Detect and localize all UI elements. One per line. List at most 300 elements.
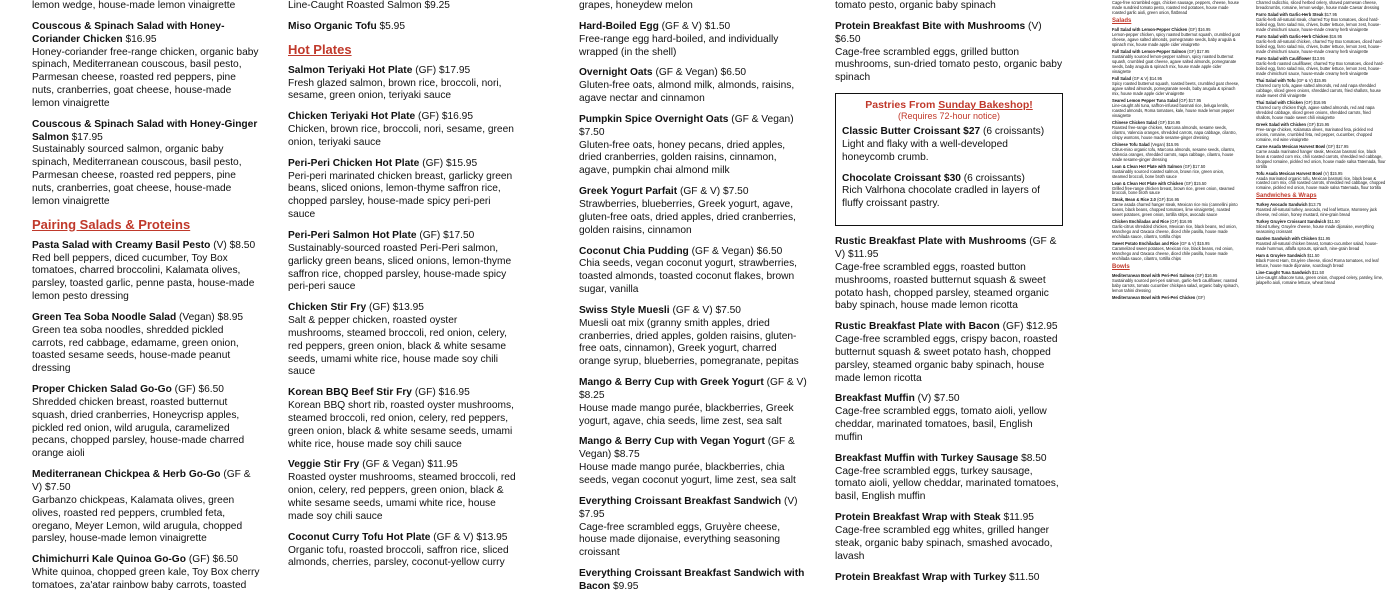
menu-item-price: $11.95 [1318,236,1331,242]
menu-item-price: $17.95 [1196,48,1210,54]
menu-item [1112,0,1240,15]
menu-item-price: $11.95 [427,459,458,471]
menu-item [579,186,807,237]
menu-item-name: Chicken Enchiladas and Rice [1112,219,1169,225]
menu-item [835,21,1063,85]
menu-item-price: $7.50 [723,186,749,198]
menu-item [1112,164,1240,179]
menu-item-price: $17.95 [1335,143,1349,149]
menu-item-description: Charred radicchio, sliced herbed celery, shaved parmesan cheese, breadcrumbs, romaine, lemon wedge, house made Caesar dressing [1256,0,1380,10]
menu-item-name: Garden Sandwich with Chicken [1256,236,1317,242]
menu-item-dietary-tags: (GF & V) [835,236,1057,260]
menu-item-name: Protein Breakfast Wrap with Turkey [835,571,1007,583]
menu-item-dietary-tags: (GF) [1187,48,1196,54]
menu-item-dietary-tags: (V) [1323,170,1329,176]
menu-item-dietary-tags: (GF & V) [672,304,713,316]
menu-item-header [835,453,1063,466]
menu-item [579,114,807,178]
pastry-item-quantity: (6 croissants) [983,126,1045,138]
menu-item-name: Turkey Gruyère Croissant Sandwich [1256,219,1327,225]
menu-item-description: Honey-coriander free-range chicken, organic baby spinach, Mediterranean couscous, basil pesto, Parmesan cheese, roasted red peppers, pine nuts, cranberries, goat cheese, house-made lemon vinaigrette [32,46,259,109]
menu-item-header [288,21,516,34]
pastry-item-description: Rich Valrhona chocolate cradled in layers of fluffy croissant pastry. [842,185,1041,210]
menu-item-name: Miso Organic Tofu [288,20,377,32]
menu-item [32,119,260,209]
continued-description: tomato pesto, organic baby spinach [835,0,996,11]
pastry-item-header [842,173,1056,186]
menu-item [288,230,516,294]
menu-item-header [288,302,516,315]
menu-item [1256,122,1386,142]
pastry-item [842,126,1056,165]
menu-item [32,21,260,111]
menu-item-header [579,377,807,403]
menu-item [1256,270,1386,285]
menu-item-name: Farro Salad with Cauliflower [1256,55,1312,61]
menu-item [579,246,807,297]
menu-item-price: $6.50 [198,384,224,396]
menu-item-name: Pumpkin Spice Overnight Oats [579,113,729,125]
menu-item [1112,197,1240,217]
menu-item-dietary-tags: (GF) [1157,197,1166,203]
pastry-item-header [842,126,1056,139]
menu-item-name: Proper Chicken Salad Go-Go [32,384,172,396]
menu-item [1256,171,1386,191]
menu-item-price: $13.75 [1308,202,1322,208]
menu-item [1112,98,1240,118]
menu-item-description: Cage-free scrambled eggs, chicken sausage, peppers, cheese, house made sundried tomato pesto, roasted red potatoes, house made roasted garlic aioli, green onion, flatbread [1112,0,1239,15]
menu-item [1256,202,1386,217]
menu-item-dietary-tags: (GF) [188,554,210,566]
menu-item-dietary-tags: (V) [917,393,932,405]
menu-item-price: $7.50 [45,482,71,493]
menu-item-description: Roasted all-natural chicken breast, tomato-cucumber salad, house-made hummus, alfalfa sprouts, spinach, nine-grain bread [1256,241,1378,252]
menu-item-price: $16.95 [441,111,473,123]
menu-item-dietary-tags: (GF & Vegan) [691,245,754,257]
menu-item-header [32,119,260,145]
menu-item-description: Gluten-free oats, honey pecans, dried apples, dried cranberries, golden raisins, cinnamon, agave, pumpkin chai almond milk [579,139,786,177]
menu-item [1112,27,1240,47]
menu-item [1112,219,1240,239]
menu-item-description: Sustainably sourced peri-peri salmon, garlic-herb cauliflower, roasted baby carrots, tomato cucumber chickpea salad, organic baby spinach, lemon tahini dressing [1112,278,1239,294]
menu-item-price: $17.50 [443,229,475,241]
menu-item-name: Pasta Salad with Creamy Basil Pesto [32,239,211,251]
menu-item-price: $16.95 [125,33,157,45]
menu-item-description: Cage-free scrambled eggs, Gruyère cheese, house made dijonaise, everything seasoning croissant [579,521,781,559]
menu-item-description: Line-caught ahi tuna, saffron-infused basmati rice, beluga lentils, roasted almonds, Roma tomatoes, kale, house made lemon pepper vinaigrette [1112,102,1235,118]
menu-item-header [32,21,260,47]
menu-item-description: Carne asada charred hanger steak, Mexican rice mix (cannellini pinto beans, black beans, chopped tomatoes, lime vinaigrette), roasted sweet potatoes, green onion, tortilla strips, avocado sauce [1112,202,1238,218]
menu-item-dietary-tags: (GF) [415,64,437,76]
menu-item-header [835,572,1063,585]
menu-item-name: Thai Salad with Tofu [1256,77,1296,83]
menu-item-price: $16.95 [438,387,470,399]
menu-item-price: $11.50 [1307,253,1320,259]
pastry-item-quantity: (6 croissants) [963,172,1025,184]
menu-item-name: Greek Salad with Chicken [1256,121,1307,127]
menu-item-dietary-tags: (GF) [1179,97,1188,103]
menu-item-price: $7.50 [579,126,605,138]
menu-item-price: $9.95 [612,580,639,592]
menu-item-price: $15.95 [1166,141,1179,147]
menu-item [32,240,260,304]
menu-item [32,554,260,593]
menu-item-description: White quinoa, chopped green kale, Toy Box cherry tomatoes, za'atar rainbow baby carrots, toasted [32,567,260,591]
menu-item-price: $15.95 [1313,77,1327,83]
menu-item [1112,120,1240,140]
menu-item-name: Breakfast Muffin [835,393,915,405]
menu-item-header [288,532,516,545]
menu-item-name: Veggie Stir Fry [288,459,360,471]
menu-item-description: Chicken, brown rice, broccoli, nori, sesame, green onion, teriyaki sauce [288,124,514,148]
menu-item-description: Charred curry tofu, agave salted almonds, red and napa shredded cabbage, sliced green onions, shredded carrots, fried shallots, house made sweet chili vinaigrette [1256,82,1381,98]
menu-item [1256,0,1386,10]
menu-item-name: Chicken Stir Fry [288,302,367,314]
menu-item-dietary-tags: (GF & Vegan) [655,67,718,79]
menu-item [835,393,1063,444]
menu-item-description: Cage-free scrambled eggs, roasted button mushrooms, roasted butternut squash & sweet potato hash, chopped parsley, steamed organic baby spinach, house made lemon ricotta [835,261,1049,312]
menu-item-price: $13.95 [392,302,424,314]
menu-item-price: $16.95 [1204,273,1218,279]
menu-item-name: Hard-Boiled Egg [579,20,659,32]
menu-item [288,111,516,150]
menu-item-header [32,240,260,253]
menu-item-dietary-tags: (GF) [1304,99,1313,105]
menu-item-description: Lemon-pepper chicken, spicy roasted butternut squash, crumbled goat cheese, agave salted almonds, pomegranate seeds, baby arugula & spinach mix, house made apple cider vinaigrette [1112,31,1240,47]
menu-item [1112,181,1240,196]
menu-item [288,0,516,13]
menu-item-description: Fresh glazed salmon, brown rice, broccoli, nori, sesame, green onion, teriyaki sauce [288,77,502,102]
menu-item-price: $16.95 [1198,26,1211,32]
menu-item-price: $13.95 [476,531,508,543]
menu-item-header [579,246,807,259]
menu-item-dietary-tags: (GF) [1188,26,1197,32]
menu-item [1256,219,1386,234]
menu-item-price: $6.50 [212,554,239,566]
menu-item-name: Everything Croissant Breakfast Sandwich with Bacon [579,568,805,592]
menu-item-price: $6.50 [756,245,783,257]
menu-item-dietary-tags: (GF & V) [1296,77,1313,83]
menu-item-header [835,21,1063,47]
menu-item-header [579,305,807,318]
menu-item-name: Steak, Bean & Rice 2.0 [1112,197,1156,203]
menu-item-name: Couscous & Spinach Salad with Honey-Ginger Salmon [32,118,258,143]
menu-item-price: $17.95 [1188,97,1202,103]
menu-item-name: Swiss Style Muesli [579,304,670,316]
menu-item [579,496,807,560]
menu-item-name: Lean & Clean Hot Plate with Salmon [1112,163,1183,169]
menu-item [835,453,1063,504]
menu-item-description: House made mango purée, blackberries, Greek yogurt, agave, chia seeds, lime zest, sea salt [579,402,794,427]
menu-item-dietary-tags: (GF) [1183,163,1192,169]
menu-item-description: Caramelized sweet potatoes, Mexican rice, black beans, red onion, Manchego and Oaxaca cheese, diced chile pasilla, house made enchilada sauce, cilantro, tortilla chips [1112,246,1234,262]
menu-item-header [1112,295,1240,300]
menu-item [288,65,516,104]
menu-item-name: Green Tea Soba Noodle Salad [32,311,177,323]
sunday-bakeshop-link[interactable]: Sunday Bakeshop! [938,99,1033,112]
menu-item [579,436,807,487]
continued-description: lemon wedge, house-made lemon vinaigrette [32,0,236,11]
menu-item-price: $13.95 [1312,55,1325,61]
menu-item-price: $16.95 [1329,33,1343,39]
menu-item-header [579,568,807,594]
menu-item-description: Roasted free-range chicken, Marcona almonds, sesame seeds, cilantro, Valencia oranges, shredded carrots, napa cabbage, cilantro, crispy wontons, house made sesame-ginger dressing [1112,124,1237,140]
menu-item-name: Mediterranean Bowl with Peri-Peri Salmon [1112,273,1195,279]
menu-item-price: $8.50 [1021,452,1047,464]
menu-item-price: $17.50 [1192,163,1206,169]
menu-item-dietary-tags: (V) [1028,20,1042,32]
menu-item-name: Chinese Tofu Salad [1112,141,1150,147]
menu-item-dietary-tags: (GF & V) [661,20,702,32]
menu-item [1256,78,1386,98]
menu-item-dietary-tags: (GF & V) [679,186,721,198]
menu-item [288,21,516,34]
menu-column-2 [288,0,516,569]
menu-item [1112,241,1240,261]
menu-item-header [579,67,807,80]
menu-item-name: Coconut Curry Tofu Hot Plate [288,531,431,543]
menu-item-dietary-tags: (GF & Vegan) [731,113,794,125]
menu-item-dietary-tags: (GF & Vegan) [579,436,795,461]
menu-item-description: Sustainably-sourced roasted Peri-Peri salmon, garlicky green beans, sliced onions, lemon-thyme saffron rice, chopped parsley, house-made spicy peri-peri sauce [288,242,512,293]
menu-item [579,67,807,106]
menu-item-price: $15.50 [1193,180,1207,186]
menu-item-header [32,469,260,495]
menu-item-name: Line-Caught Tuna Sandwich [1256,270,1311,276]
menu-item [835,321,1063,385]
menu-item-description: Garlic-herb all-natural chicken, charred Toy Box tomatoes, diced hard-boiled egg, farro salad mix, chives, butter lettuce, lemon zest, house-made chimichurri sauce, house-made creamy herb vinaigrette [1256,38,1383,54]
menu-item-dietary-tags: (GF) [1326,143,1335,149]
menu-item-description: House made mango purée, blackberries, chia seeds, vegan coconut yogurt, lime zest, sea salt [579,462,796,486]
menu-item-name: Turkey Avocado Sandwich [1256,202,1308,208]
section-heading: Pairing Salads & Proteins [32,216,191,232]
menu-item-header [288,459,516,472]
menu-item-dietary-tags: (GF & V) [766,377,807,389]
menu-item-price: $11.50 [1311,270,1325,276]
menu-item-description: Asada marinated organic tofu, Mexican basmati rice, black bean & roasted corn mix, chili roasted carrots, shredded red cabbage, chopped romaine, pickled red onion, house made salsa Tatemada, flour tortilla [1256,175,1386,191]
menu-item-name: Rustic Breakfast Plate with Mushrooms [835,236,1027,248]
menu-item [32,469,260,546]
menu-item-name: Fall Salad with Lemon-Pepper Salmon [1112,48,1187,54]
menu-item-dietary-tags: (GF) [414,387,436,399]
pastry-item-name: Classic Butter Croissant [842,126,961,138]
menu-item-description: Sustainably sourced salmon, organic baby spinach, Mediterranean couscous, basil pesto, Parmesan cheese, roasted red peppers, pine nuts, cranberries, goat cheese, house-made lemon vinaigrette [32,144,242,207]
menu-item-name: Salmon Teriyaki Hot Plate [288,64,413,76]
menu-item-price: $8.95 [217,311,244,323]
menu-item-dietary-tags: (GF) [419,229,441,241]
menu-item-price: $11.95 [848,248,879,260]
pastries-notice: (Requires 72-hour notice) [897,111,1001,122]
menu-item-dietary-tags: (GF & V) [32,469,251,493]
menu-item-description: Free-range egg hard-boiled, and individually wrapped (in the shell) [579,33,779,58]
menu-item-dietary-tags: (GF) [1170,219,1179,225]
menu-item-price: $12.95 [1026,321,1058,333]
menu-item-description: Roasted all-natural turkey, avocado, red leaf lettuce, Monterey jack cheese, red onion, honey mustard, nine-grain bread [1256,207,1377,218]
menu-item-price: $1.50 [704,20,731,32]
menu-item [1256,253,1386,268]
menu-item-header [32,384,260,397]
menu-item [1256,12,1386,32]
menu-item-name: Peri-Peri Chicken Hot Plate [288,157,420,169]
menu-item-dietary-tags: (Vegan) [179,311,215,323]
menu-column-3 [579,0,807,592]
menu-item-name: Mediterranean Bowl with Peri-Peri Chicken [1112,295,1196,301]
menu-item-price: $11.95 [1003,512,1034,524]
menu-item-dietary-tags: (GF & V) [1132,75,1149,81]
menu-item-name: Mango & Berry Cup with Greek Yogurt [579,377,764,389]
menu-item-name: Protein Breakfast Wrap with Steak [835,512,1001,524]
menu-item [1112,49,1240,74]
menu-item-header [579,186,807,199]
menu-item-price: $16.95 [1313,99,1327,105]
menu-item-name: Farro Salad with Garlic-Herb Chicken [1256,33,1329,39]
menu-item-dietary-tags: (GF & V) [1179,241,1196,247]
menu-item-price: $14.95 [1149,75,1163,81]
menu-item-name: Breakfast Muffin with Turkey Sausage [835,452,1019,464]
menu-item [1112,142,1240,162]
menu-item-price: $6.50 [835,33,861,45]
menu-item [32,312,260,376]
section-heading: Bowls [1112,264,1130,271]
menu-item-price: $8.50 [229,239,256,251]
menu-item [288,158,516,222]
menu-item [288,459,516,523]
section-heading: Sandwiches & Wraps [1256,193,1317,200]
menu-item-name: Couscous & Spinach Salad with Honey-Coriander Chicken [32,20,225,45]
menu-item [288,302,516,379]
menu-item-description: Line-caught albacore tuna, green onion, chopped celery, parsley, lime, jalapeño aioli, romaine lettuce, wheat bread [1256,275,1384,286]
menu-item [288,532,516,571]
menu-item-dietary-tags: (GF) [368,302,390,314]
menu-item [579,305,807,369]
menu-item-description: Sliced turkey, Gruyère cheese, house made dijonaise, everything seasoning croissant [1256,224,1374,235]
menu-item-price: $7.95 [579,508,605,520]
menu-item-name: Chimichurri Kale Quinoa Go-Go [32,554,186,566]
menu-item-header [32,312,260,325]
menu-item-description: Roasted oyster mushrooms, steamed broccoli, red onion, celery, red peppers, green onion, black & white sesame seeds, umami white rice, house made soy chili sauce [288,472,516,522]
menu-item [579,377,807,428]
menu-item-dietary-tags: (GF) [418,111,439,123]
menu-item [1112,76,1240,96]
menu-item-name: Mango & Berry Cup with Vegan Yogurt [579,436,765,448]
menu-item-description: Cage-free scrambled eggs, tomato aioli, yellow cheddar, marinated tomatoes, basil, English muffin [835,406,1047,443]
menu-item-price: $17.95 [71,131,103,143]
menu-item [835,512,1063,563]
menu-item-name: Tofu Asada Mexican Harvest Bowl [1256,170,1323,176]
menu-column-5 [1112,0,1240,500]
menu-item-description: Peri-peri marinated chicken breast, garlicky green beans, sliced onions, lemon-thyme saffron rice, chopped parsley, house-made spicy peri-peri sauce [288,170,513,221]
menu-item-price: $7.50 [934,393,960,405]
menu-item [1256,100,1386,120]
menu-item-dietary-tags: (GF) [1196,295,1205,301]
pastry-item-price: $30 [943,172,961,184]
menu-item-dietary-tags: (GF & Vegan) [362,459,425,471]
menu-item-description: Red bell peppers, diced cucumber, Toy Box tomatoes, charred broccolini, Kalamata olives, parsley, toasted garlic, penne pasta, house-made lemon pesto dressing [32,252,255,303]
menu-item-description: Garlic-herb roasted cauliflower, charred Toy Box tomatoes, diced hard-boiled egg, farro salad mix, chives, butter lettuce, lemon zest, house-made chimichurri sauce, house-made creamy herb vinaigrette [1256,60,1384,76]
menu-item [579,21,807,60]
pastry-item-description: Light and flaky with a well-developed honeycomb crumb. [842,138,1008,163]
menu-item-description: Sustainably sourced roasted salmon, brown rice, green onion, steamed broccoli, bone broth sauce [1112,168,1225,179]
menu-column-6 [1256,0,1386,500]
menu-item-price: $17.95 [1324,11,1338,17]
menu-item-price: $16.95 [1179,219,1193,225]
menu-item-header [288,111,516,124]
menu-item-description: Muesli oat mix (granny smith apples, dried cranberries, dried apples, golden raisins, gluten-free oats, cinnamon), Greek yogurt, charred orange syrup, blueberries, pomegranate, pepitas [579,317,799,368]
menu-item-dietary-tags: (Vegan) [1150,141,1166,147]
menu-item-header [579,114,807,140]
continued-description: grapes, honeydew melon [579,0,693,11]
pastries-box [835,93,1063,226]
menu-item-description: Salt & pepper chicken, roasted oyster mushrooms, steamed broccoli, red onion, celery, red peppers, green onion, black & white sesame seeds, umami white rice, house made soy chili sauce [288,315,507,378]
menu-item-description: Green tea soba noodles, shredded pickled carrots, red cabbage, edamame, green onion, toasted sesame seeds, house-made peanut dressing [32,324,239,375]
pastry-item-price: $27 [963,126,981,138]
menu-item-name: Fall Salad with Lemon-Pepper Chicken [1112,26,1188,32]
menu-item-dietary-tags: (V) [783,495,798,507]
menu-item-header [835,236,1063,262]
menu-item-name: Carne Asada Mexican Harvest Bowl [1256,143,1326,149]
menu-item-header [835,321,1063,334]
menu-item-name: Protein Breakfast Bite with Mushrooms [835,20,1026,32]
menu-item-description: Cage-free scrambled eggs, turkey sausage, tomato aioli, yellow cheddar, marinated tomatoes, basil, English muffin [835,465,1059,503]
menu-item-price: $16.95 [1166,197,1180,203]
menu-item-description: Garlic-citrus shredded chicken, Mexican rice, black beans, red onion, Manchego and Oaxaca cheese, diced chile pasilla, house made enchilada sauce, cilantro, tortilla chips [1112,224,1237,240]
menu-item-name: Peri-Peri Salmon Hot Plate [288,229,417,241]
menu-item-description: Strawberries, blueberries, Greek yogurt, agave, gluten-free oats, dried apples, dried cranberries, golden raisins, cinnamon [579,198,796,236]
menu-item-description: Organic tofu, roasted broccoli, saffron rice, sliced almonds, cherries, parsley, coconut-yellow curry [288,544,509,569]
menu-item-price: $8.25 [579,389,605,401]
menu-item-header [835,512,1063,525]
menu-item [1256,144,1386,169]
menu-item-name: Overnight Oats [579,67,653,79]
menu-item [1256,34,1386,54]
menu-item-dietary-tags: (GF) [174,384,196,396]
menu-item-price: $15.95 [445,157,478,169]
menu-item-header [288,387,516,400]
menu-item-name: Greek Yogurt Parfait [579,186,678,198]
menu-item-dietary-tags: (GF) [1158,119,1167,125]
menu-item-name: Coconut Chia Pudding [579,245,689,257]
menu-item [1112,295,1240,300]
menu-item [288,387,516,451]
menu-column-1 [32,0,260,591]
menu-item-name: Thai Salad with Chicken [1256,99,1303,105]
menu-item-description: Chia seeds, vegan coconut yogurt, strawberries, toasted almonds, toasted coconut flakes, brown sugar, vanilla [579,258,798,296]
menu-item-name: Seared Lemon Pepper Tuna Salad [1112,97,1178,103]
menu-item-name: Sweet Potato Enchiladas and Rice [1112,241,1179,247]
menu-item-header [579,436,807,462]
menu-item-description: Black Forest Ham, Gruyère cheese, sliced Roma tomatoes, red leaf lettuce, house made dijonaise, sourdough bread [1256,258,1379,269]
pastries-box-title-text: Pastries From [865,99,939,112]
menu-item-description: Carne asada marinated hanger steak, Mexican basmati rice, black bean & roasted corn mix, chili roasted carrots, shredded red cabbage, chopped romaine, pickled red onion, house made salsa Tatemada, flour tortilla [1256,148,1386,169]
menu-item-description: Citrus-miso organic tofu, Marcona almonds, sesame seeds, cilantro, Valencia oranges, shredded carrots, napa cabbage, cilantro, house made sesame-ginger dressing [1112,146,1236,162]
menu-item-description: Garlic-herb all-natural steak, charred Toy Box tomatoes, diced hard-boiled egg, farro salad mix, chives, butter lettuce, lemon zest, house-made chimichurri sauce, house-made creamy herb vinaigrette [1256,16,1381,32]
menu-item-description: Free-range chicken, Kalamata olives, marinated feta, pickled red onions, romaine, crumbled feta, red pepper, cucumber, chopped romaine, red wine vinaigrette [1256,126,1373,142]
menu-item [1112,273,1240,293]
menu-item-description: Gluten-free oats, almond milk, almonds, raisins, agave nectar and cinnamon [579,80,795,105]
menu-item-description: Sustainably sourced lemon-pepper salmon, spicy roasted butternut squash, crumbled goat cheese, agave salted almonds, pomegranate seeds, baby arugula & spinach mix, house made apple cider vinaigrette [1112,53,1237,74]
menu-item-dietary-tags: (GF) [1195,273,1204,279]
menu-item [835,572,1063,585]
menu-item-price: $7.50 [715,304,741,316]
menu-item-description: Spicy roasted butternut squash, roasted beets, crumbled goat cheese, agave salted almonds, pomegranate seeds, baby arugula & spinach mix, house made apple cider vinaigrette [1112,80,1240,96]
pastry-item-name: Chocolate Croissant [842,172,942,184]
menu-item-dietary-tags: (GF & V) [433,531,474,543]
menu-item [1256,56,1386,76]
menu-item-header [288,230,516,243]
menu-item-description: Charred curry chicken thigh, agave salted almonds, red and napa shredded cabbage, sliced green onions, shredded carrots, fried shallots, house made sweet chili vinaigrette [1256,104,1375,120]
menu-item-price: $15.95 [1329,170,1343,176]
menu-item-dietary-tags: (GF) [1184,180,1193,186]
